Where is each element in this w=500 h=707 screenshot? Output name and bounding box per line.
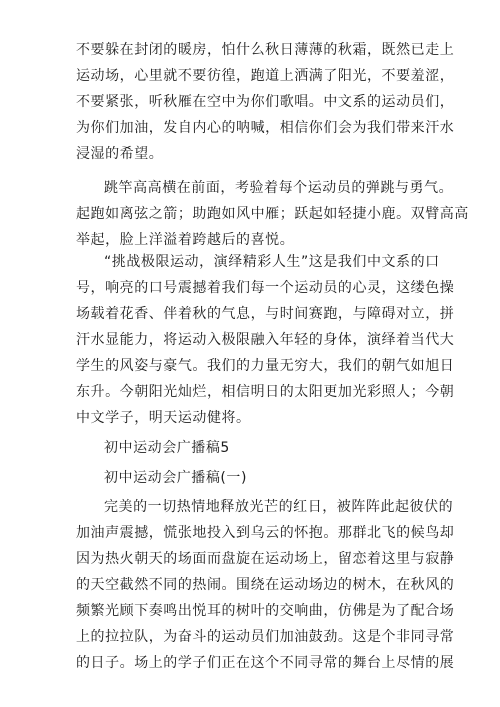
paragraph-first-line: “挑战极限运动，演绎精彩人生”这是我们中文系的口 [104,254,440,270]
text-line: 因为热火朝天的场面而盘旋在运动场上，留恋着这里与寂静 [76,551,455,567]
text-line: 起跑如离弦之箭；助跑如风中雁；跃起如轻捷小鹿。双臂高高 [76,206,469,222]
text-line: 的日子。场上的学子们正在这个不同寻常的舞台上尽情的展 [76,655,455,671]
paragraph-first-line: 完美的一切热情地释放光芒的红日，被阵阵此起彼伏的 [104,499,454,515]
text-line: 东升。今朝阳光灿烂，相信明日的太阳更加光彩照人；今朝 [76,384,455,400]
text-line: 汗水显能力，将运动入极限融入年轻的身体，演绎着当代大 [76,332,455,348]
text-line: 的天空截然不同的热闹。围绕在运动场边的树木，在秋风的 [76,577,455,593]
article-title: 初中运动会广播稿(一) [104,470,247,486]
text-line: 运动场，心里就不要彷徨，跑道上洒满了阳光，不要羞涩， [76,68,455,84]
paragraph-first-line: 跳竿高高横在前面，考验着每个运动员的弹跳与勇气。 [104,180,454,196]
text-line: 举起，脸上洋溢着跨越后的喜悦。 [76,232,295,248]
text-line: 场载着花香、伴着秋的气息，与时间赛跑，与障碍对立，拼 [76,306,455,322]
text-line: 号，响亮的口号震撼着我们每一个运动员的心灵，这缕色操 [76,280,455,296]
text-line: 中文学子，明天运动健将。 [76,410,251,426]
text-line: 不要躲在封闭的暖房，怕什么秋日薄薄的秋霜，既然已走上 [76,42,455,58]
text-line: 学生的风姿与豪气。我们的力量无穷大，我们的朝气如旭日 [76,358,455,374]
section-heading: 初中运动会广播稿5 [104,440,230,456]
text-line: 浸湿的希望。 [76,146,164,162]
text-line: 不要紧张，听秋雁在空中为你们歌唱。中文系的运动员们， [76,94,455,110]
text-line: 加油声震撼，慌张地投入到乌云的怀抱。那群北飞的候鸟却 [76,525,455,541]
text-line: 频繁光顾下奏鸣出悦耳的树叶的交响曲，仿佛是为了配合场 [76,603,455,619]
text-line: 为你们加油，发自内心的呐喊，相信你们会为我们带来汗水 [76,120,455,136]
text-line: 上的拉拉队，为奋斗的运动员们加油鼓劲。这是个非同寻常 [76,629,455,645]
